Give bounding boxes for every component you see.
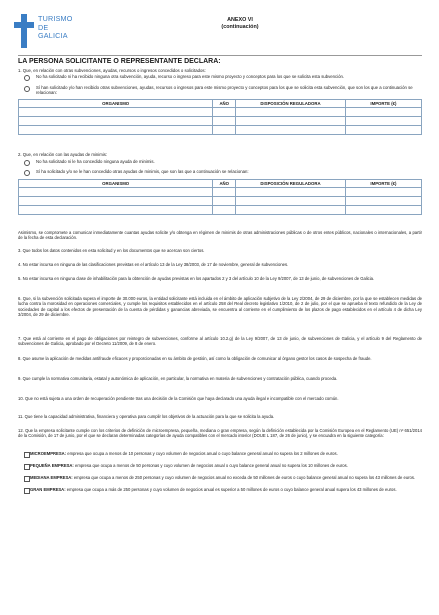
q2-option-b-radio[interactable] [24, 170, 30, 176]
declaration-item-8: 8. Que asume la aplicación de medidas antifraude eficaces y proporcionadas en su ámbito de gestión, así como la obligación de comunicar al órgano gestor los casos de sospecha de fraude. [18, 356, 372, 361]
annex-heading [210, 17, 270, 30]
size-text: empresa que ocupa a menos de 250 personas y cuyo volumen de negocios anual no exceda de 50 millones de euros o cuyo balance general anual no supera los 43 millones de euros. [73, 475, 416, 480]
col-header: AÑO [213, 100, 236, 108]
declaration-item-5: 5. No estar incursa en ninguna clase de inhabilitación para la obtención de ayudas previstas en los apartados 2 y 3 del artículo 10 de la Ley 9/2007, de 13 de junio, de subvenciones de Galicia. [18, 276, 375, 281]
q1-option-b-radio[interactable] [24, 86, 30, 92]
table-row[interactable] [19, 188, 422, 197]
q1-option-a-label: No ha solicitado ni ha recibido ninguna otra subvención, ayuda, recurso o ingreso para este mismo proyecto y conceptos para los que se solicita esta subvención. [36, 74, 345, 79]
size-label: PEQUEÑA EMPRESA: [30, 463, 74, 468]
size-text: empresa que ocupa a menos de 10 personas y cuyo volumen de negocios anual o cuyo balance general anual no supera los 2 millones de euros. [67, 451, 338, 456]
col-header: ORGANISMO [19, 100, 213, 108]
divider [18, 55, 422, 56]
col-header: DISPOSICIÓN REGULADORA [236, 100, 346, 108]
table-row[interactable] [19, 126, 422, 135]
col-header: DISPOSICIÓN REGULADORA [236, 180, 346, 188]
commitment-paragraph: Asimismo, se compromete a comunicar inmediatamente cuantas ayudas solicite y/o obtenga en régimen de minimis de otras administraciones públicas o de otros entes públicos, nacionales o internacionales, a partir de la fecha de esta declaración. [18, 230, 422, 241]
size-option-large [30, 487, 422, 492]
logo-cross-icon [14, 14, 34, 48]
question-1: 1. Que, en relación con otras subvenciones, ayudas, recursos o ingresos concedidos o solicitados: [18, 68, 206, 73]
logo-line: TURISMO [38, 14, 73, 23]
declaration-item-9: 9. Que cumple la normativa comunitaria, estatal y autonómica de aplicación, en particular, la normativa en materia de subvenciones y contratación pública, cuando proceda. [18, 376, 338, 381]
question-2: 2. Que, en relación con las ayudas de minimis: [18, 152, 108, 157]
declaration-item-6: 6. Que, si la subvención solicitada supera el importe de 30.000 euros, la entidad solicitante está incluida en el ámbito de aplicación subjetivo de la Ley 2/2004, de 29 de diciembre, por la que se establecen medidas de lucha contra la morosidad en operaciones comerciales, y cumple los requisitos establecidos en el artículo 258 del Real decreto legislativo 1/2010, de 2 de julio, por el que se aprueba el texto refundido de la Ley de sociedades de capital a los efectos de presentación de la cuenta de pérdidas y ganancias abreviada, se encuentra al corriente en el cumplimiento de los plazos de pago establecidos en el artículo 4 de dicha Ley 3/2004, de 29 de diciembre. [18, 296, 422, 317]
table-row[interactable] [19, 197, 422, 206]
logo-line: GALICIA [38, 31, 68, 41]
col-header: ORGANISMO [19, 180, 213, 188]
annex-subtitle: (continuación) [221, 23, 259, 30]
size-label: GRAN EMPRESA: [30, 487, 66, 492]
declaration-item-4: 4. No estar incursa en ninguna de las clasificaciones previstas en el artículo 13 de la Ley 38/2003, de 17 de noviembre, general de subvenciones. [18, 262, 289, 267]
size-option-small [30, 463, 422, 468]
q1-aid-table [18, 99, 422, 135]
q2-minimis-table [18, 179, 422, 215]
declaration-item-7: 7. Que está al corriente en el pago de obligaciones por reintegro de subvenciones, conforme al artículo 10.2.g) de la Ley 9/2007, de 13 de junio, de subvenciones de Galicia, y el artículo 9 del Reglamento de subvenciones de Galicia, aprobado por el Decreto 11/2009, de 8 de enero. [18, 336, 422, 347]
annex-title: ANEXO VI [227, 17, 253, 23]
size-text: empresa que ocupa a menos de 50 personas y cuyo volumen de negocios anual o cuyo balance general anual no supera los 10 millones de euros. [75, 463, 348, 468]
size-option-medium [30, 475, 422, 480]
turismo-galicia-logo [14, 14, 74, 50]
q1-option-b-label: Sí han solicitado y/o han recibido otras subvenciones, ayudas, recursos o ingresos para este mismo proyecto y conceptos para los que se solicita esta subvención, que son los que a continuación se relacionan: [36, 85, 413, 96]
declaration-item-11: 11. Que tiene la capacidad administrativa, financiera y operativa para cumplir los objetivos de la actuación para la que se solicita la ayuda. [18, 414, 275, 419]
col-header: AÑO [213, 180, 236, 188]
size-label: MEDIANA EMPRESA: [30, 475, 73, 480]
table-row[interactable] [19, 206, 422, 215]
size-text: empresa que ocupa a más de 250 personas y cuyo volumen de negocios anual es superior a 50 millones de euros o cuyo balance general anual supera los 43 millones de euros. [66, 487, 397, 492]
size-label: MICROEMPRESA: [30, 451, 67, 456]
declaration-item-3: 3. Que todos los datos contenidos en esta solicitud y en los documentos que se acercan son ciertos. [18, 248, 205, 253]
logo-line: DE [38, 22, 49, 32]
declaration-item-12: 12. Que la empresa solicitante cumple con los criterios de definición de microempresa, pequeña, mediana o gran empresa, según la definición establecida por la Comisión Europea en el Reglamento (UE) nº 651/2014 de la Comisión, de 17 de junio, por el que se declaran determinadas categorías de ayuda compatibles con el mercado interior (DOUE L 187, de 26 de junio), y se encuadra en la siguiente categoría: [18, 428, 422, 439]
size-option-micro [30, 451, 422, 456]
q1-option-a-radio[interactable] [24, 75, 30, 81]
col-header: IMPORTE (€) [345, 180, 421, 188]
table-row[interactable] [19, 108, 422, 117]
q2-option-b-label: Sí ha solicitado y/o se le han concedido otras ayudas de minimis, que son las que a continuación se relacionan: [36, 169, 249, 174]
q2-option-a-label: No ha solicitado ni le ha concedido ninguna ayuda de minimis. [36, 159, 155, 164]
section-title: LA PERSONA SOLICITANTE O REPRESENTANTE DECLARA: [18, 58, 221, 65]
table-row[interactable] [19, 117, 422, 126]
q2-option-a-radio[interactable] [24, 160, 30, 166]
col-header: IMPORTE (€) [345, 100, 421, 108]
declaration-item-10: 10. Que no está sujeta a una orden de recuperación pendiente tras una decisión de la Comisión que haya declarado una ayuda ilegal e incompatible con el mercado común. [18, 396, 339, 401]
